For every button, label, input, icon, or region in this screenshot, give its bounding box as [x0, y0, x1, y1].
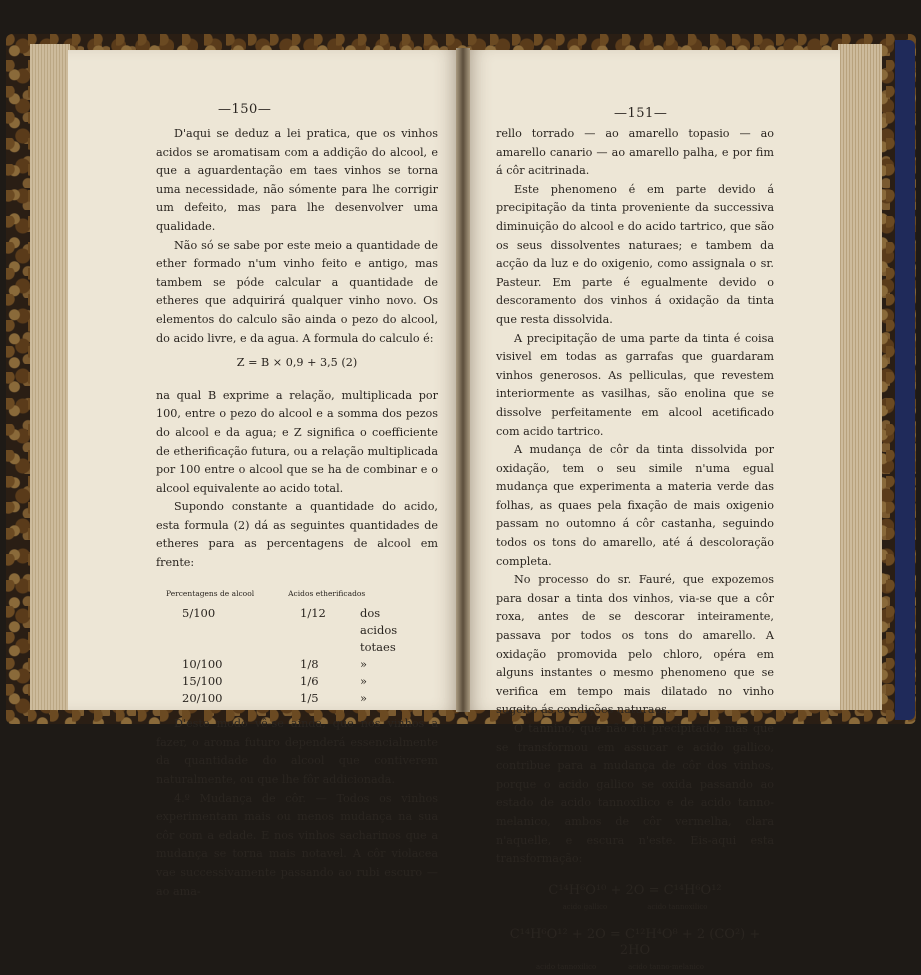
table-cell: dos acidos totaes [360, 606, 398, 655]
paragraph: 4.º Mudança de côr. — Todos os vinhos experimentam mais ou menos mudança na sua côr com a edade. E nos vinhos sacharinos que a mudança se torna mais notavel. A côr violacea vae successivamente passando ao rubi escuro — ao ama- [156, 791, 438, 898]
paragraph: A precipitação de uma parte da tinta é coisa visivel em todas as garrafas que guardaram vinhos generosos. As pelliculas, que revestem interiormente as vasilhas, são enolina que se dissolve perfeitamente em alcool acetificado com acido tartrico. [496, 331, 774, 438]
cover-edge [895, 40, 915, 720]
paragraph: D'este modo vê-se ainda, que nos vinhos a fazer, o aroma futuro dependerá essencialmente da quantidade do alcool que contiverem naturalmente, ou que lhe fôr addicionada. [156, 717, 438, 787]
table-cell: » [360, 674, 368, 689]
left-page-text [156, 125, 438, 901]
table-cell: » [360, 657, 368, 672]
paragraph: Este phenomeno é em parte devido á precipitação da tinta proveniente da successiva diminuição do alcool e do acido tartrico, que são os seus dissolventes naturaes; e tambem da acção da luz e do oxigenio, como assignala o sr. Pasteur. Em parte é egualmente devido o descoramento dos vinhos á oxidação da tinta que resta dissolvida. [496, 182, 774, 326]
page-edges-left [30, 44, 70, 710]
paragraph: na qual B exprime a relação, multiplicada por 100, entre o pezo do alcool e a somma dos pezos do alcool e da agua; e Z significa o coefficiente de etherificação futura, ou a relação multiplicada por 100 entre o alcool que se ha de combinar e o alcool equivalente ao acido total. [156, 388, 438, 495]
table-row [156, 690, 438, 707]
table-cell: » [360, 691, 368, 706]
table-cell: 1/12 [300, 606, 326, 621]
formula: Z = B × 0,9 + 3,5 (2) [236, 356, 358, 370]
table-cell: 20/100 [182, 691, 223, 706]
page-edges-right [838, 44, 882, 710]
table-cell: 5/100 [182, 606, 216, 621]
paragraph: rello torrado — ao amarello topasio — ao amarello canario — ao amarello palha, e por fim á côr acitrinada. [496, 127, 774, 178]
table-row [156, 673, 438, 690]
paragraph: A mudança de côr da tinta dissolvida por oxidação, tem o seu simile n'uma egual mudança que experimenta a materia verde das folhas, as quaes pela fixação de mais oxigenio passam no outomno á côr castanha, seguindo todos os tons do amarello, até á descoloração completa. [496, 443, 774, 568]
equation-label: acido gallico [562, 902, 608, 911]
table-cell: 10/100 [182, 657, 223, 672]
page-number: —150— [218, 102, 272, 117]
book-gutter [456, 48, 470, 712]
alcohol-table [156, 585, 438, 708]
table-header: Percentagens de alcool [166, 588, 255, 598]
page-number: —151— [614, 106, 668, 121]
table-row [156, 656, 438, 673]
equation-text: C¹⁴H⁶O¹² + 2O = C¹²H⁴O⁸ + 2 (CO²) + 2HO [509, 926, 761, 958]
equation-label: acido tannoxilico [647, 902, 708, 911]
equation [496, 883, 774, 915]
table-header: Acidos etherificados [288, 588, 366, 598]
paragraph: Não só se sabe por este meio a quantidade de ether formado n'um vinho feito e antigo, mas tambem se póde calcular a quantidade de etheres que adquirirá qualquer vinho novo. Os elementos do calculo são ainda o pezo do alcool, do acido livre, e da agua. A formula do calculo é: [156, 238, 438, 345]
table-cell: 1/5 [300, 691, 319, 706]
paragraph: No processo do sr. Fauré, que expozemos para dosar a tinta dos vinhos, via-se que a côr roxa, antes de se descorar inteiramente, passava por todos os tons do amarello. A oxidação promovida pelo chloro, opéra em alguns instantes o mesmo phenomeno que se verifica em tempo mais dilatado no vinho sugeito ás condições naturaes. [496, 573, 774, 717]
equation-text: C¹⁴H⁶O¹⁰ + 2O = C¹⁴H⁶O¹² [548, 882, 722, 898]
right-page-text [496, 125, 774, 975]
paragraph: D'aqui se deduz a lei pratica, que os vinhos acidos se aromatisam com a addição do alcool, e que a aguardentação em taes vinhos se torna uma necessidade, não sómente para lhe corrigir um defeito, mas para lhe desenvolver uma qualidade. [156, 127, 438, 233]
equation [496, 927, 774, 975]
table-cell: 1/8 [300, 657, 319, 672]
equation-label: acido tannoxilico [536, 962, 597, 971]
equation-label: acido tanno-melanico [628, 962, 704, 971]
table-cell: 1/6 [300, 674, 319, 689]
paragraph: Supondo constante a quantidade do acido, esta formula (2) dá as seguintes quantidades de etheres para as percentagens de alcool em frente: [156, 500, 438, 570]
table-cell: 15/100 [182, 674, 223, 689]
paragraph: O tannino, que não foi precipitado, mas que se transformou em assucar e acido gallico, contribue para a mudança de côr dos vinhos, porque o acido gallico se oxida passando ao estado de acido tannoxilico e de acido tanno-melanico, ambos de côr vermelha, clara n'aquelle, e escura n'este. Eis-aqui esta transformação: [496, 722, 774, 866]
table-row [156, 605, 438, 656]
